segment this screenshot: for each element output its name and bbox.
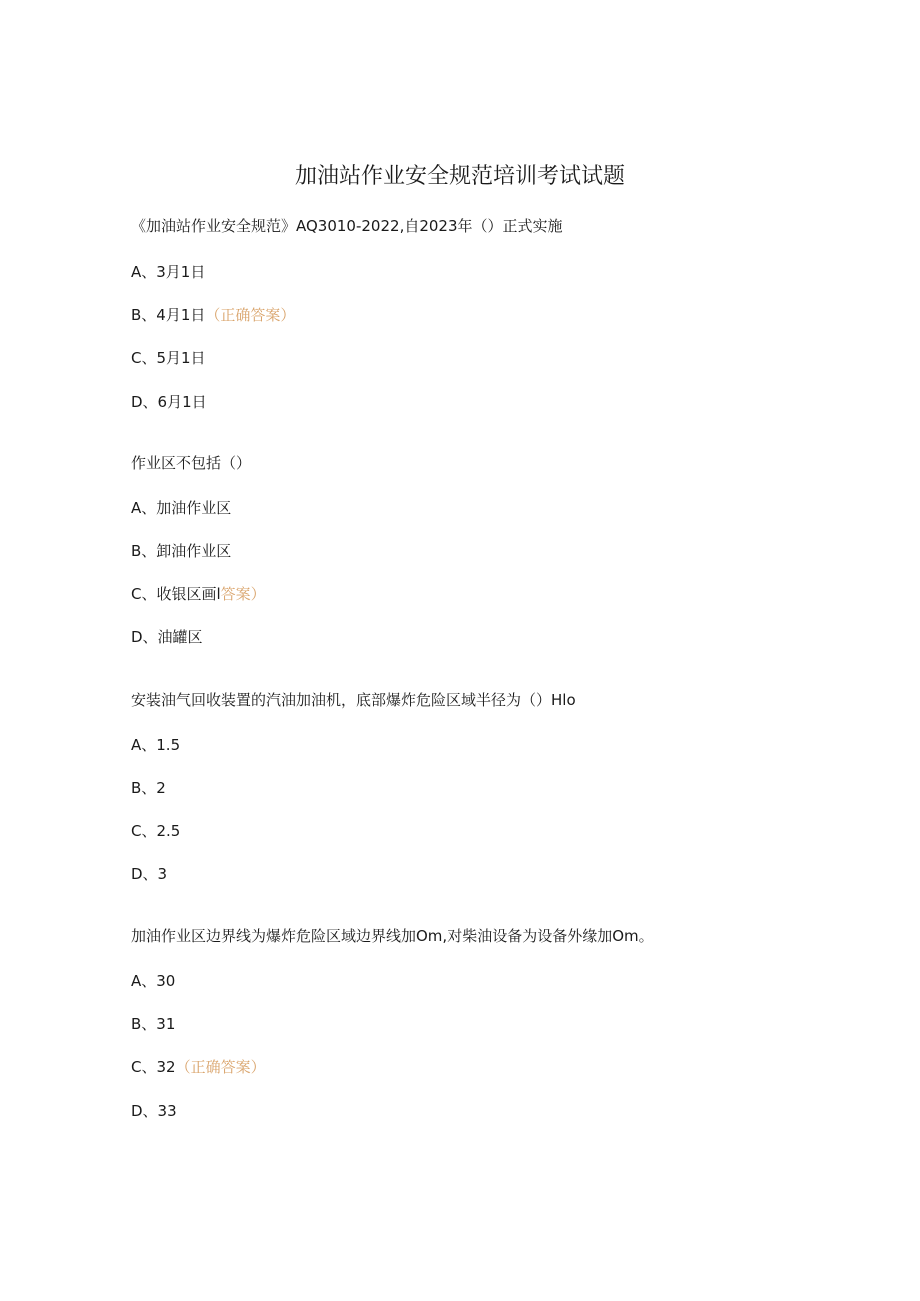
option-d: [131, 864, 167, 884]
option-label: A、30: [131, 972, 176, 990]
option-c: [131, 348, 206, 368]
option-label: D、33: [131, 1102, 177, 1120]
option-b: [131, 1014, 175, 1034]
correct-answer-mark: （正确答案）: [175, 1058, 266, 1076]
option-d: [131, 1101, 177, 1121]
page-title: 加油站作业安全规范培训考试试题: [294, 164, 625, 189]
option-label: C、2.5: [131, 822, 181, 840]
question-text: 安装油气回收装置的汽油加油机，底部爆炸危险区域半径为（）Hlo: [131, 691, 576, 709]
option-c: [131, 821, 180, 841]
correct-answer-mark: 答案）: [220, 585, 266, 603]
option-a: [131, 971, 175, 991]
option-b: [131, 541, 231, 561]
option-c: [131, 1057, 266, 1077]
option-label: C、收银区画l: [131, 585, 221, 603]
correct-answer-mark: （正确答案）: [205, 306, 296, 324]
question-text: 作业区不包括（）: [131, 454, 252, 472]
option-label: A、3月1日: [131, 263, 206, 281]
option-label: B、31: [131, 1015, 176, 1033]
option-b: [131, 778, 166, 798]
option-label: A、1.5: [131, 736, 181, 754]
option-label: B、卸油作业区: [131, 542, 232, 560]
option-d: [131, 627, 203, 647]
option-a: [131, 498, 231, 518]
option-label: A、加油作业区: [131, 499, 232, 517]
option-label: B、2: [131, 779, 166, 797]
question-text: 加油作业区边界线为爆炸危险区域边界线加Om,对柴油设备为设备外缘加Om。: [131, 927, 654, 945]
question-1: [131, 216, 831, 411]
option-b: [131, 305, 295, 325]
option-label: C、32: [131, 1058, 176, 1076]
question-3: [131, 690, 831, 883]
option-label: D、油罐区: [131, 628, 203, 646]
option-a: [131, 735, 180, 755]
option-c: [131, 584, 266, 604]
option-label: C、5月1日: [131, 349, 206, 367]
option-label: D、6月1日: [131, 393, 207, 411]
option-a: [131, 262, 205, 282]
question-4: [131, 926, 831, 1120]
option-label: D、3: [131, 865, 168, 883]
option-d: [131, 392, 207, 412]
question-2: [131, 453, 831, 646]
option-label: B、4月1日: [131, 306, 206, 324]
question-text: 《加油站作业安全规范》AQ3010-2022,自2023年（）正式实施: [131, 217, 563, 235]
